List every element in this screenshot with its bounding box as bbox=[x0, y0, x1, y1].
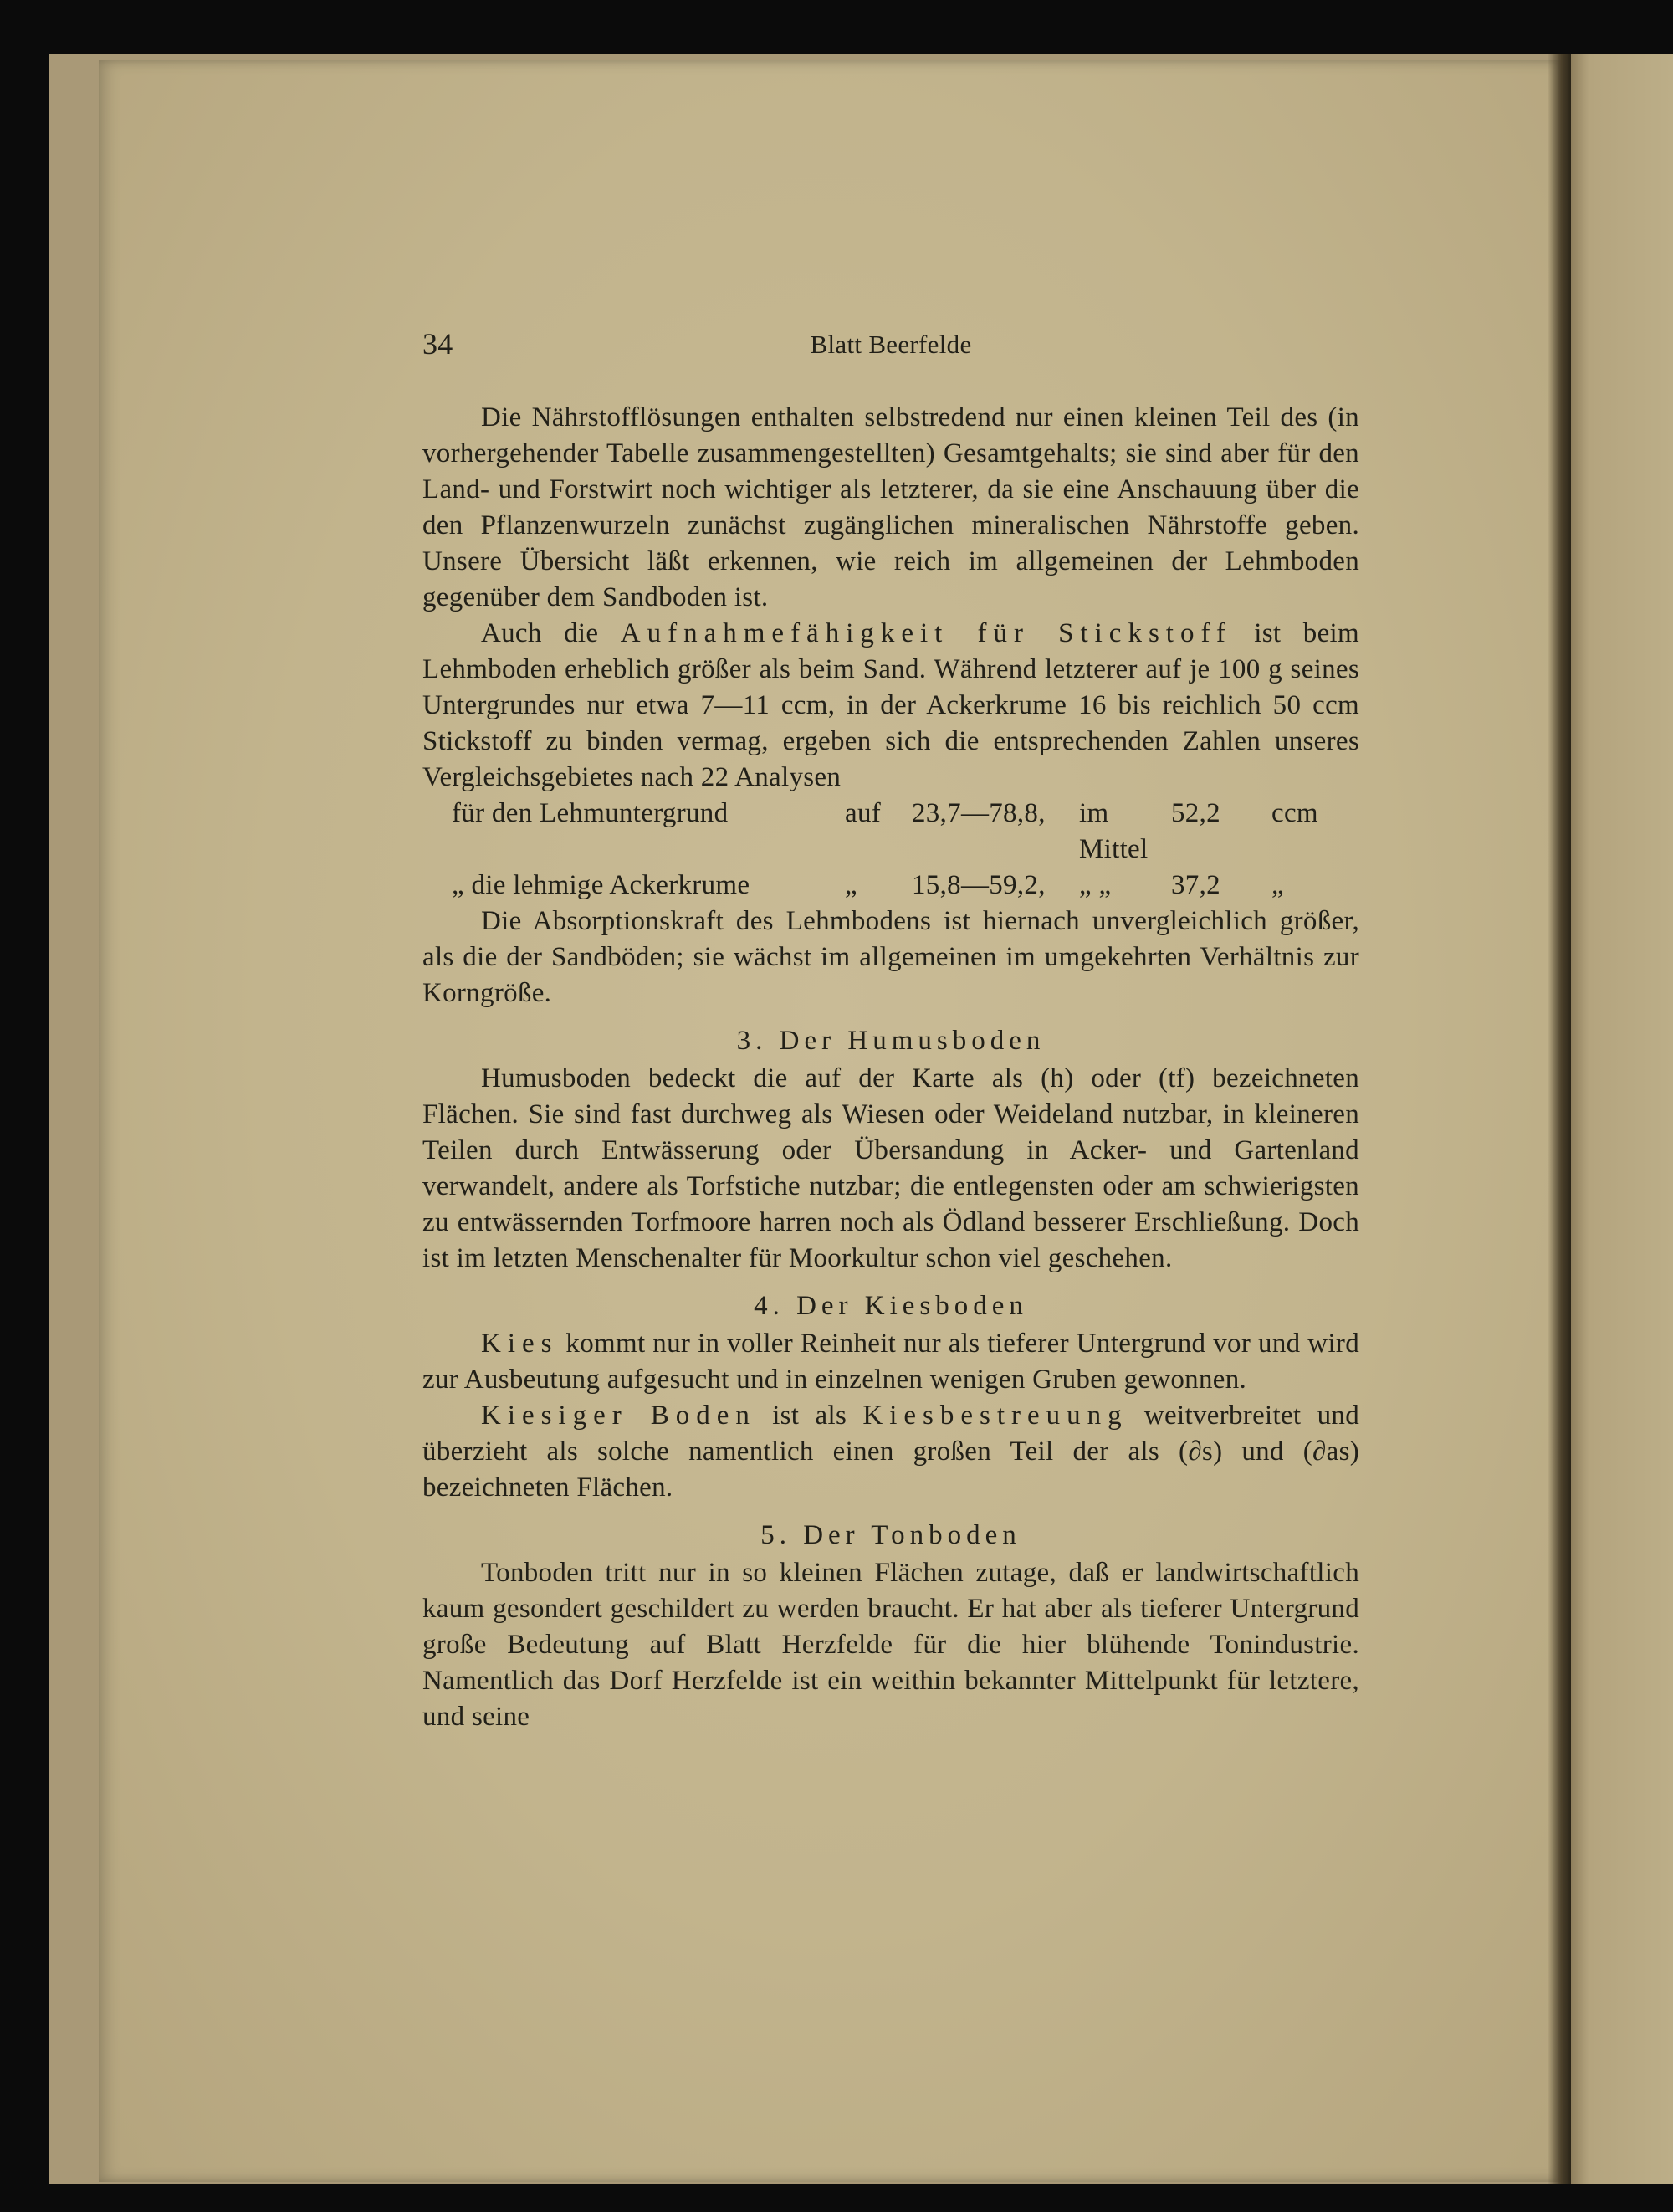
book-gutter bbox=[1548, 54, 1571, 2184]
table-row bbox=[452, 868, 1359, 904]
p5-spaced-term: Kies bbox=[481, 1329, 559, 1359]
paragraph-kies bbox=[422, 1326, 1359, 1398]
section-heading-tonboden: 5. Der Tonboden bbox=[760, 1520, 1021, 1550]
page-number: 34 bbox=[422, 327, 453, 361]
p2-spaced-term: Aufnahmefähigkeit für Stickstoff bbox=[620, 618, 1232, 648]
p6-spaced-term-2: Kiesbestreuung bbox=[862, 1400, 1128, 1431]
section-heading-humusboden: 3. Der Humusboden bbox=[736, 1026, 1046, 1056]
table-cell: ccm bbox=[1271, 798, 1318, 828]
p6-rest: weitverbreitet und überzieht als solche namentlich einen großen Teil der als (∂s) und (∂as) bezeichneten Flächen. bbox=[422, 1400, 1360, 1503]
table-cell: „ „ bbox=[1079, 870, 1112, 900]
table-cell: „ bbox=[845, 870, 857, 900]
paragraph-kiesiger-boden bbox=[422, 1398, 1359, 1506]
p2-rest: ist beim Lehmboden erheblich größer als beim Sand. Während letzterer auf je 100 g seines Untergrundes nur etwa 7—11 ccm, in der Ackerkrume 16 bis reichlich 50 ccm Stickstoff zu binden vermag, ergeben sich die entsprechenden Zahlen unseres Vergleichsgebietes nach 22 Analysen bbox=[422, 618, 1359, 792]
table-cell: 15,8—59,2, bbox=[912, 870, 1046, 900]
p5-rest: kommt nur in voller Reinheit nur als tieferer Untergrund vor und wird zur Ausbeutung aufgesucht und in einzelnen wenigen Gruben gewonnen. bbox=[422, 1329, 1359, 1395]
section-heading-kiesboden: 4. Der Kiesboden bbox=[754, 1291, 1028, 1321]
table-cell: 52,2 bbox=[1171, 798, 1220, 828]
p6-mid: ist als bbox=[772, 1400, 847, 1431]
table-cell: auf bbox=[845, 798, 882, 828]
p2-start: Auch die bbox=[481, 618, 599, 648]
paragraph-humusboden: Humusboden bedeckt die auf der Karte als (h) oder (tf) bezeichneten Flächen. Sie sind fast durchweg als Wiesen oder Weideland nutzbar, in kleineren Teilen durch Entwässerung oder Übersandung in Acker- und Gartenland verwandelt, andere als Torfstiche nutzbar; die entlegensten oder am schwierigsten zu entwässernden Torfmoore harren noch als Ödland besserer Erschließung. Doch ist im letzten Menschenalter für Moorkultur schon viel geschehen. bbox=[422, 1063, 1359, 1273]
next-page-edge bbox=[1561, 54, 1673, 2184]
running-title: Blatt Beerfelde bbox=[810, 330, 972, 359]
page-header bbox=[422, 326, 1359, 368]
table-row bbox=[452, 796, 1359, 868]
paragraph-nitrogen-absorption bbox=[422, 616, 1359, 796]
table-cell: 37,2 bbox=[1171, 870, 1220, 900]
p6-spaced-term-1: Kiesiger Boden bbox=[481, 1400, 756, 1431]
paragraph-absorption-power: Die Absorptionskraft des Lehmbodens ist hiernach unvergleichlich größer, als die der Sandböden; sie wächst im allgemeinen im umgekehrten Verhältnis zur Korngröße. bbox=[422, 906, 1359, 1008]
paragraph-tonboden: Tonboden tritt nur in so kleinen Flächen zutage, daß er landwirtschaftlich kaum gesondert geschildert zu werden braucht. Er hat aber als tieferer Untergrund große Bedeutung auf Blatt Herzfelde für die hier blühende Tonindustrie. Namentlich das Dorf Herzfelde ist ein weithin bekannter Mittelpunkt für letztere, und seine bbox=[422, 1558, 1359, 1732]
page-content bbox=[422, 326, 1359, 1735]
table-cell: für den Lehmuntergrund bbox=[452, 798, 729, 828]
table-cell: 23,7—78,8, bbox=[912, 798, 1046, 828]
table-cell: „ bbox=[1271, 870, 1284, 900]
paragraph-nutrient-solutions: Die Nährstofflösungen enthalten selbstredend nur einen kleinen Teil des (in vorhergehender Tabelle zusammengestellten) Gesamtgehalts; sie sind aber für den Land- und Forstwirt noch wichtiger als letzterer, da sie eine Anschauung über die den Pflanzenwurzeln zunächst zugänglichen mineralischen Nährstoffe geben. Unsere Übersicht läßt erkennen, wie reich im allgemeinen der Lehmboden gegenüber dem Sandboden ist. bbox=[422, 402, 1359, 612]
table-cell: im Mittel bbox=[1079, 798, 1149, 864]
table-cell: „ die lehmige Ackerkrume bbox=[452, 870, 750, 900]
